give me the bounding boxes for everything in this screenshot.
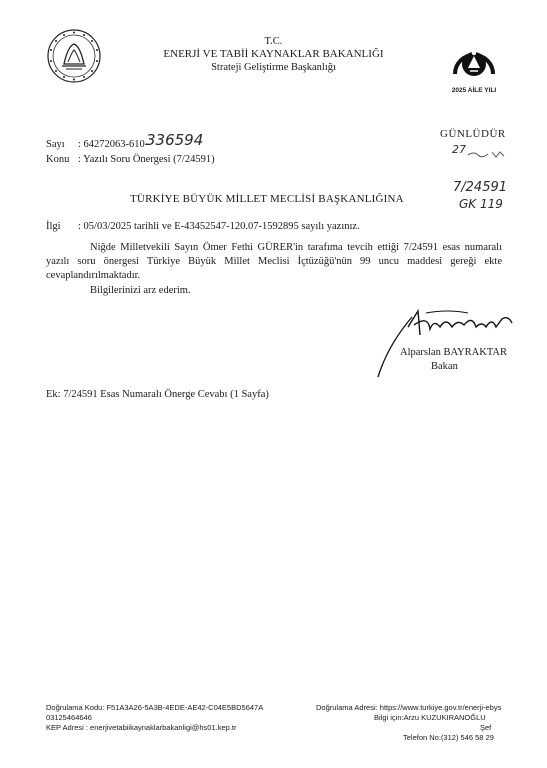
- header-department: Strateji Geliştirme Başkanlığı: [211, 62, 336, 73]
- footer-info-contact: Bilgi için:Arzu KUZUKIRANOĞLU: [374, 713, 486, 722]
- sayi-value: : 64272063-610-: [78, 139, 149, 150]
- footer-info-title: Şef: [480, 723, 492, 732]
- aile-yili-logo: [447, 38, 501, 98]
- addressee: TÜRKİYE BÜYÜK MİLLET MECLİSİ BAŞKANLIĞINA: [130, 193, 404, 205]
- handwritten-number: 7/24591: [453, 180, 508, 195]
- sayi-handwritten: 336594: [146, 131, 204, 149]
- footer-verification-address: Doğrulama Adresi: https://www.turkiye.gov.tr/enerji-ebys: [316, 703, 502, 712]
- footer-verification-code: Doğrulama Kodu: F51A3A26-5A3B-4EDE-AE42-C04E5BD5647A: [46, 703, 264, 712]
- body-paragraph-2: Bilgilerinizi arz ederim.: [90, 285, 191, 296]
- header-ministry: ENERJİ VE TABİİ KAYNAKLAR BAKANLIĞI: [163, 48, 384, 60]
- gunludur-stamp: GÜNLÜDÜR: [440, 128, 506, 140]
- signatory-title: Bakan: [431, 361, 458, 372]
- aile-yili-text: 2025 AİLE YILI: [451, 87, 497, 94]
- footer-kep-address: KEP Adresi : enerjivetabiikaynaklarbakanligi@hs01.kep.tr: [46, 723, 237, 732]
- konu-value: : Yazılı Soru Önergesi (7/24591): [78, 154, 215, 165]
- body-paragraph-1: Niğde Milletvekili Sayın Ömer Fethi GÜRER'in tarafıma tevcih ettiği 7/24591 esas numaralı yazılı soru önergesi Türkiye Büyük Millet Meclisi İçtüzüğü'nün 99 uncu maddesi gereği ekte cevaplandırılmaktadır.: [46, 242, 502, 281]
- signatory-name: Alparslan BAYRAKTAR: [400, 347, 507, 358]
- ilgi-value: : 05/03/2025 tarihli ve E-43452547-120.07-1592895 sayılı yazınız.: [78, 221, 360, 232]
- handwritten-gk: GK 119: [459, 197, 503, 211]
- konu-label: Konu: [46, 154, 70, 165]
- handwritten-signature: [368, 305, 518, 385]
- stamp-date: 27: [452, 143, 466, 156]
- attachment-line: Ek: 7/24591 Esas Numaralı Önerge Cevabı (1 Sayfa): [46, 389, 269, 400]
- sayi-label: Sayı: [46, 139, 65, 150]
- footer-phone: Telefon No:(312) 546 58 29: [403, 733, 494, 742]
- ilgi-label: İlgi: [46, 221, 61, 232]
- footer-phone-left: 03125464646: [46, 713, 92, 722]
- header-tc: T.C.: [264, 36, 283, 47]
- stamp-date-scribble: [466, 146, 506, 156]
